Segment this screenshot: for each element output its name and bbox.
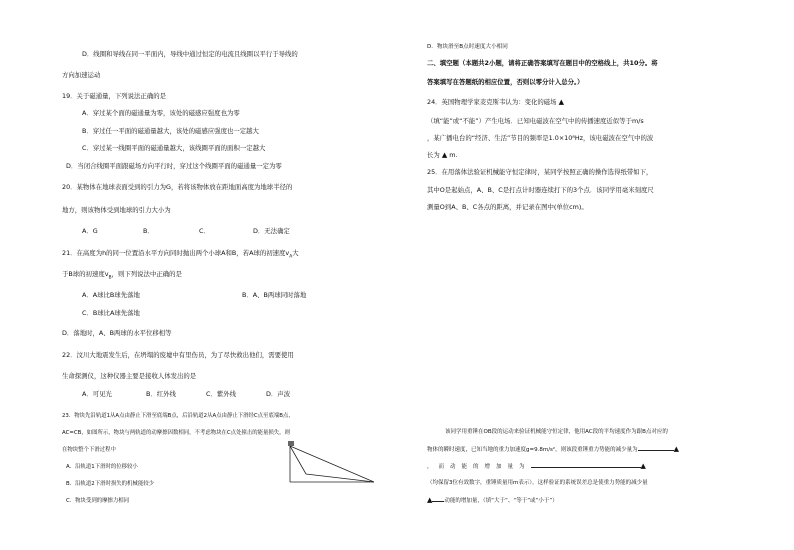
q18-option-d: D．线圈和导线在同一平面内，导线中通过恒定的电流且线圈以平行于导线的	[82, 50, 298, 58]
q22-option-a: A．可见光	[82, 390, 112, 398]
q22-stem-2: 生命探测仪，这种仪器主要是接收人体发出的是	[62, 372, 197, 380]
q21-option-c: C．B球比A球先落地	[82, 309, 140, 317]
tail-blank-1: ▲	[673, 445, 680, 453]
q21-option-b: B．A、B两球同时落地	[242, 291, 307, 299]
q20-stem-1: 20．某物体在地球表面受到的引力为G，若将该物体放在距地面高度为地球半径的	[62, 183, 293, 191]
q23-option-c: C．物块受到的摩擦力相同	[66, 498, 130, 504]
q19-stem: 19．关于磁通量，下列说法正确的是	[62, 92, 166, 100]
q23-stem-3: 在物块整个下滑过程中	[62, 447, 116, 453]
q23-option-b: B．沿轨道2下滑时损失的机械能较少	[66, 481, 154, 487]
q22-option-d: D．声波	[266, 390, 291, 398]
q23-incline-figure	[284, 440, 378, 486]
q21-stem-1: 21．在高度为h的同一位置沿水平方向同时抛出两个小球A和B，若A球的初速度$v_A$大	[62, 249, 299, 260]
q22-option-c: C．紫外线	[206, 390, 237, 398]
q19-option-a: A．穿过某个面的磁通量为零，该处的磁感应强度也为零	[82, 109, 240, 117]
q19-option-b: B．穿过任一平面的磁通量越大，该处的磁感应强度也一定越大	[82, 127, 259, 135]
q25-line-2: 其中O是起始点，A、B、C是打点计时器连续打下的3个点．该同学用毫米刻度尺	[427, 186, 654, 194]
q19-option-c: C．穿过某一线圈平面的磁通量越大，该线圈平面的面积一定越大	[82, 144, 266, 152]
tail-blank-2: ▲	[640, 462, 646, 470]
q19-option-d: D．当闭合线圈平面跟磁场方向平行时，穿过这个线圈平面的磁通量一定为零	[66, 162, 282, 170]
q21-option-a: A．A球比B球先落地	[82, 291, 140, 299]
q23-stem-2: AC=CB，如图所示，物块与两轨道的动摩擦因数相同，不考虑物块在C点处撞击的能量损失，则	[62, 430, 290, 436]
q20-stem-2: 地方，则该物体受到地球的引力大小为	[62, 206, 171, 214]
q18-option-d-cont: 方向加速运动	[62, 71, 101, 79]
q20-option-d: D．无法确定	[253, 227, 290, 235]
section2-heading-1: 二、填空题（本题共2小题，请将正确答案填写在题目中的空格线上，共10分。将	[427, 59, 658, 67]
q24-line-1: 24．英国物理学家麦克斯韦认为：变化的磁场 ▲	[427, 98, 564, 106]
q21-option-d: D．落地时，A、B两球的水平位移相等	[62, 329, 172, 337]
q24-blank-2: ▲	[441, 151, 448, 159]
section2-heading-2: 答案填写在答题纸的相应位置，否则以零分计入总分。）	[427, 78, 584, 86]
q23-option-d: D．物块滑至B点时速度大小相同	[427, 44, 508, 50]
q24-blank-1: ▲	[558, 98, 564, 106]
q25-line-1: 25．在用落体法验证机械能守恒定律时，某同学按照正确的操作选得纸带如下，	[427, 168, 653, 176]
q24-line-3: ，某广播电台的“经济、生活”节目的频率是1.0×10⁸Hz，该电磁波在空气中的波	[427, 134, 654, 142]
q24-line-2: （填“能”或“不能”）产生电场．已知电磁波在空气中的传播速度近似等于m/s	[427, 117, 644, 125]
tail-line-5: ▲ 动能的增加量，（填“大于”、“等于”或“小于”）	[427, 496, 558, 504]
q23-stem-1: 23．物块先沿轨道1从A点由静止下滑至底端B点，后沿轨道2从A点由静止下滑经C点至底端B点，	[62, 413, 294, 419]
q22-option-b: B．红外线	[146, 390, 176, 398]
q20-option-b: B．	[143, 227, 154, 235]
tail-blank-3: ▲	[427, 496, 433, 504]
q22-stem-1: 22．汶川大地震发生后，在坍塌的废墟中有里伤员，为了尽快救出他们，需要使用	[62, 351, 294, 359]
q24-line-4: 长为 ▲ m.	[427, 151, 458, 159]
q20-option-c: C．	[199, 227, 210, 235]
tail-line-3: ，而动能的增加量为 ▲	[427, 462, 646, 470]
tail-line-4: （均保留3位有效数字，重锤质量用m表示）。这样验证的系统误差总是使重力势能的减少量	[427, 480, 648, 486]
q20-option-a: A．G	[82, 227, 98, 235]
tail-line-2: 物体的瞬时速度，已知当地的重力加速度g=9.8m/s²，则该段重锤重力势能的减少量为 ▲	[427, 445, 680, 453]
tail-line-1: 该同学用重锤在OB段的运动来验证机械能守恒定律，他用AC段的平均速度作为跟B点对应的	[445, 429, 668, 435]
q23-option-a: A．沿轨道1下滑时的位移较小	[66, 464, 138, 470]
track-1	[290, 446, 374, 482]
block	[288, 441, 294, 446]
q25-line-3: 测量O到A、B、C各点的距离，并记录在图中(单位cm)。	[427, 203, 588, 211]
q21-stem-2: 于B球的初速度$v_B$，则下列说法中正确的是	[62, 270, 182, 281]
